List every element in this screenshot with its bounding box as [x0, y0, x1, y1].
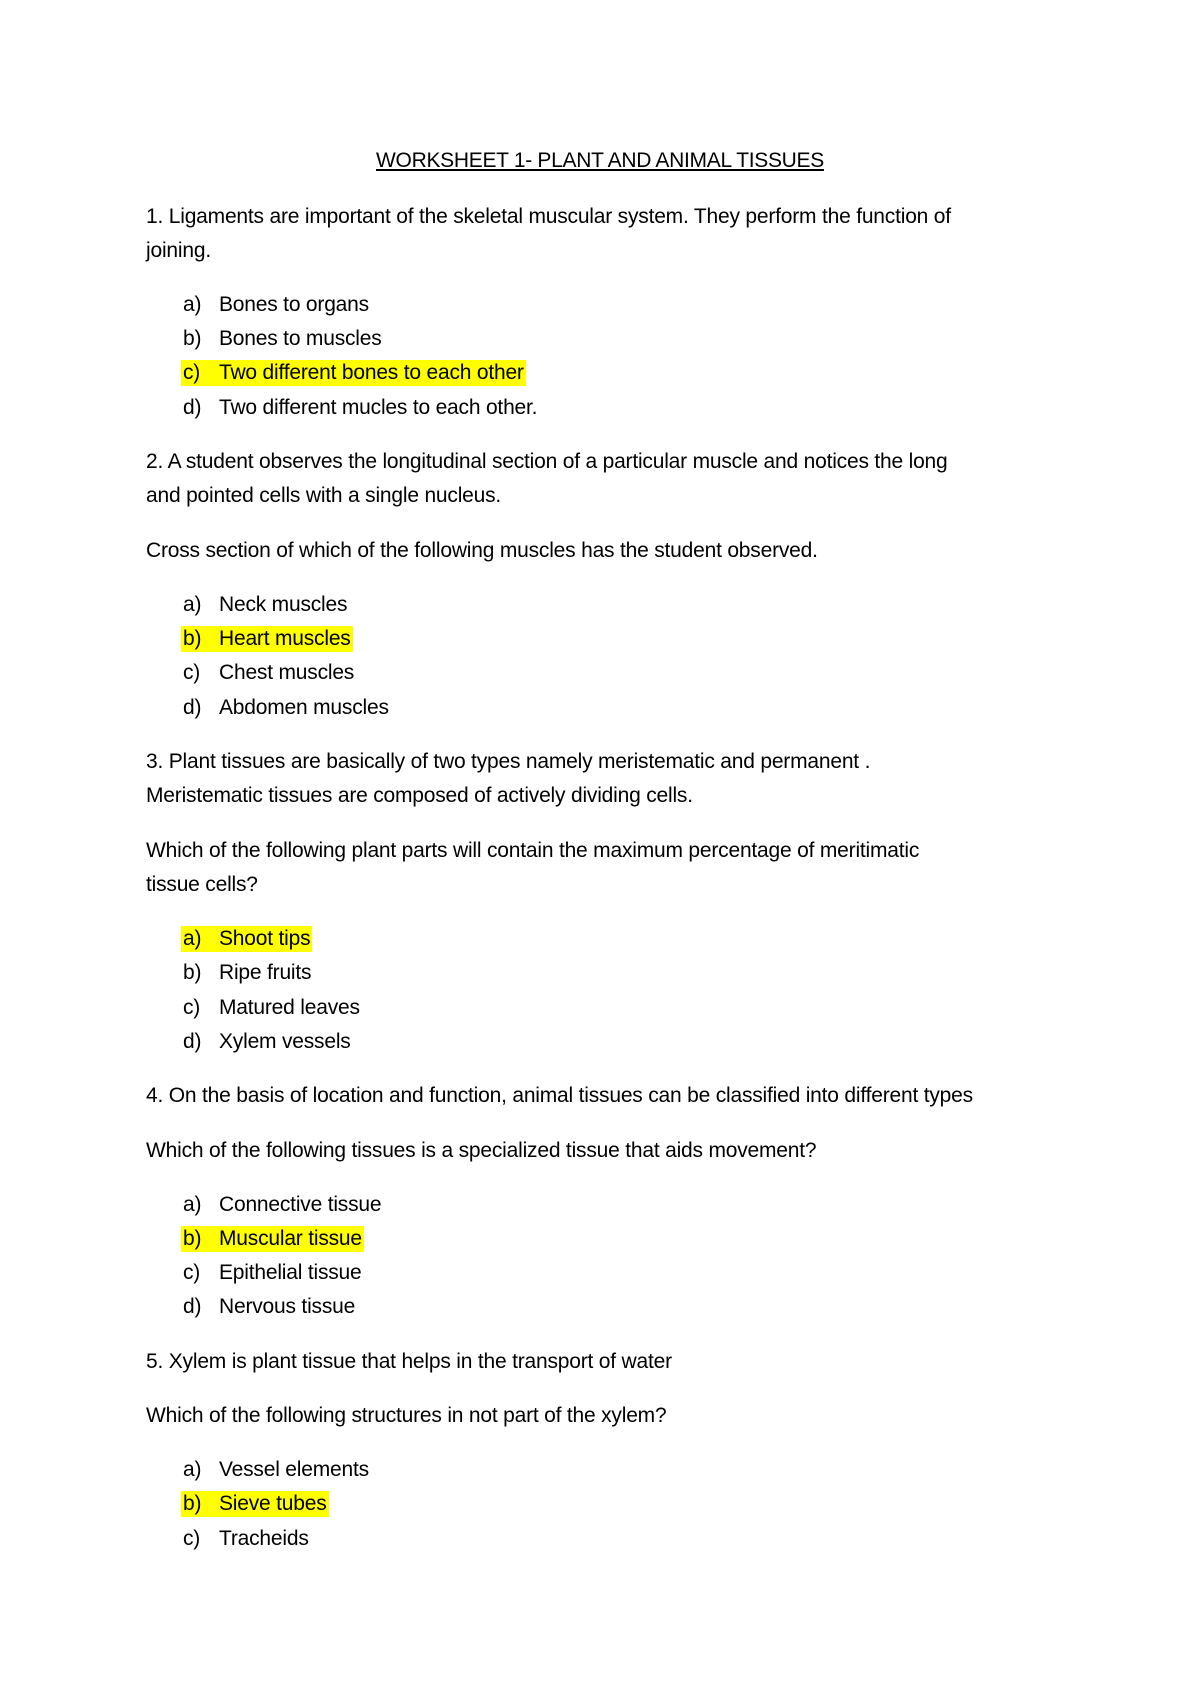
option-letter: d): [183, 1030, 202, 1053]
option-text: Bones to muscles: [219, 327, 382, 350]
option-letter: c): [183, 996, 201, 1019]
option-text: Ripe fruits: [219, 961, 312, 984]
q2-option-a: [183, 592, 349, 618]
q4-option-a: [183, 1192, 383, 1218]
q3-text-line4: tissue cells?: [146, 873, 258, 896]
option-text: Xylem vessels: [219, 1030, 351, 1053]
q1-option-c-highlighted: [183, 360, 526, 386]
q4-text-line1: 4. On the basis of location and function, animal tissues can be classified into different types: [146, 1084, 973, 1107]
q3-option-d: [183, 1029, 353, 1055]
option-text: Sieve tubes: [219, 1492, 327, 1515]
option-letter: b): [183, 627, 202, 650]
option-text: Abdomen muscles: [219, 696, 389, 719]
option-letter: d): [183, 1295, 202, 1318]
option-letter: d): [183, 396, 202, 419]
option-letter: a): [183, 927, 202, 950]
q2-text-line3: Cross section of which of the following muscles has the student observed.: [146, 539, 818, 562]
q3-option-a-highlighted: [183, 926, 312, 952]
option-letter: a): [183, 1458, 202, 1481]
worksheet-title: WORKSHEET 1- PLANT AND ANIMAL TISSUES: [376, 149, 824, 172]
option-letter: b): [183, 1492, 202, 1515]
q1-text-line2: joining.: [146, 239, 211, 262]
option-letter: c): [183, 1527, 201, 1550]
q5-option-a: [183, 1457, 371, 1483]
q5-option-b-highlighted: [183, 1491, 329, 1517]
q2-option-c: [183, 660, 356, 686]
option-letter: b): [183, 327, 202, 350]
q3-option-b: [183, 960, 313, 986]
q3-text-line1: 3. Plant tissues are basically of two types namely meristematic and permanent .: [146, 750, 871, 773]
option-text: Two different bones to each other: [219, 361, 524, 384]
q2-option-b-highlighted: [183, 626, 353, 652]
option-text: Vessel elements: [219, 1458, 369, 1481]
option-text: Chest muscles: [219, 661, 355, 684]
option-letter: c): [183, 361, 201, 384]
option-text: Matured leaves: [219, 996, 360, 1019]
q3-text-line2: Meristematic tissues are composed of actively dividing cells.: [146, 784, 693, 807]
q1-option-d: [183, 395, 539, 421]
option-letter: b): [183, 1227, 202, 1250]
option-text: Tracheids: [219, 1527, 309, 1550]
option-letter: c): [183, 661, 201, 684]
q2-option-d: [183, 695, 391, 721]
option-text: Nervous tissue: [219, 1295, 356, 1318]
q2-text-line1: 2. A student observes the longitudinal section of a particular muscle and notices the long: [146, 450, 948, 473]
q1-text-line1: 1. Ligaments are important of the skeletal muscular system. They perform the function of: [146, 205, 951, 228]
q4-text-line2: Which of the following tissues is a specialized tissue that aids movement?: [146, 1139, 817, 1162]
option-text: Bones to organs: [219, 293, 369, 316]
q5-text-line2: Which of the following structures in not part of the xylem?: [146, 1404, 667, 1427]
q5-text-line1: 5. Xylem is plant tissue that helps in the transport of water: [146, 1350, 672, 1373]
q1-option-b: [183, 326, 384, 352]
option-text: Epithelial tissue: [219, 1261, 362, 1284]
q4-option-b-highlighted: [183, 1226, 364, 1252]
q4-option-c: [183, 1260, 364, 1286]
option-letter: a): [183, 593, 202, 616]
option-letter: b): [183, 961, 202, 984]
option-letter: c): [183, 1261, 201, 1284]
q4-option-d: [183, 1294, 357, 1320]
option-text: Shoot tips: [219, 927, 311, 950]
option-letter: a): [183, 293, 202, 316]
option-text: Muscular tissue: [219, 1227, 362, 1250]
q5-option-c: [183, 1526, 311, 1552]
option-letter: a): [183, 1193, 202, 1216]
q3-text-line3: Which of the following plant parts will contain the maximum percentage of meritimatic: [146, 839, 920, 862]
option-text: Two different mucles to each other.: [219, 396, 538, 419]
option-letter: d): [183, 696, 202, 719]
option-text: Connective tissue: [219, 1193, 382, 1216]
q1-option-a: [183, 292, 371, 318]
option-text: Heart muscles: [219, 627, 351, 650]
q2-text-line2: and pointed cells with a single nucleus.: [146, 484, 502, 507]
q3-option-c: [183, 995, 362, 1021]
option-text: Neck muscles: [219, 593, 348, 616]
